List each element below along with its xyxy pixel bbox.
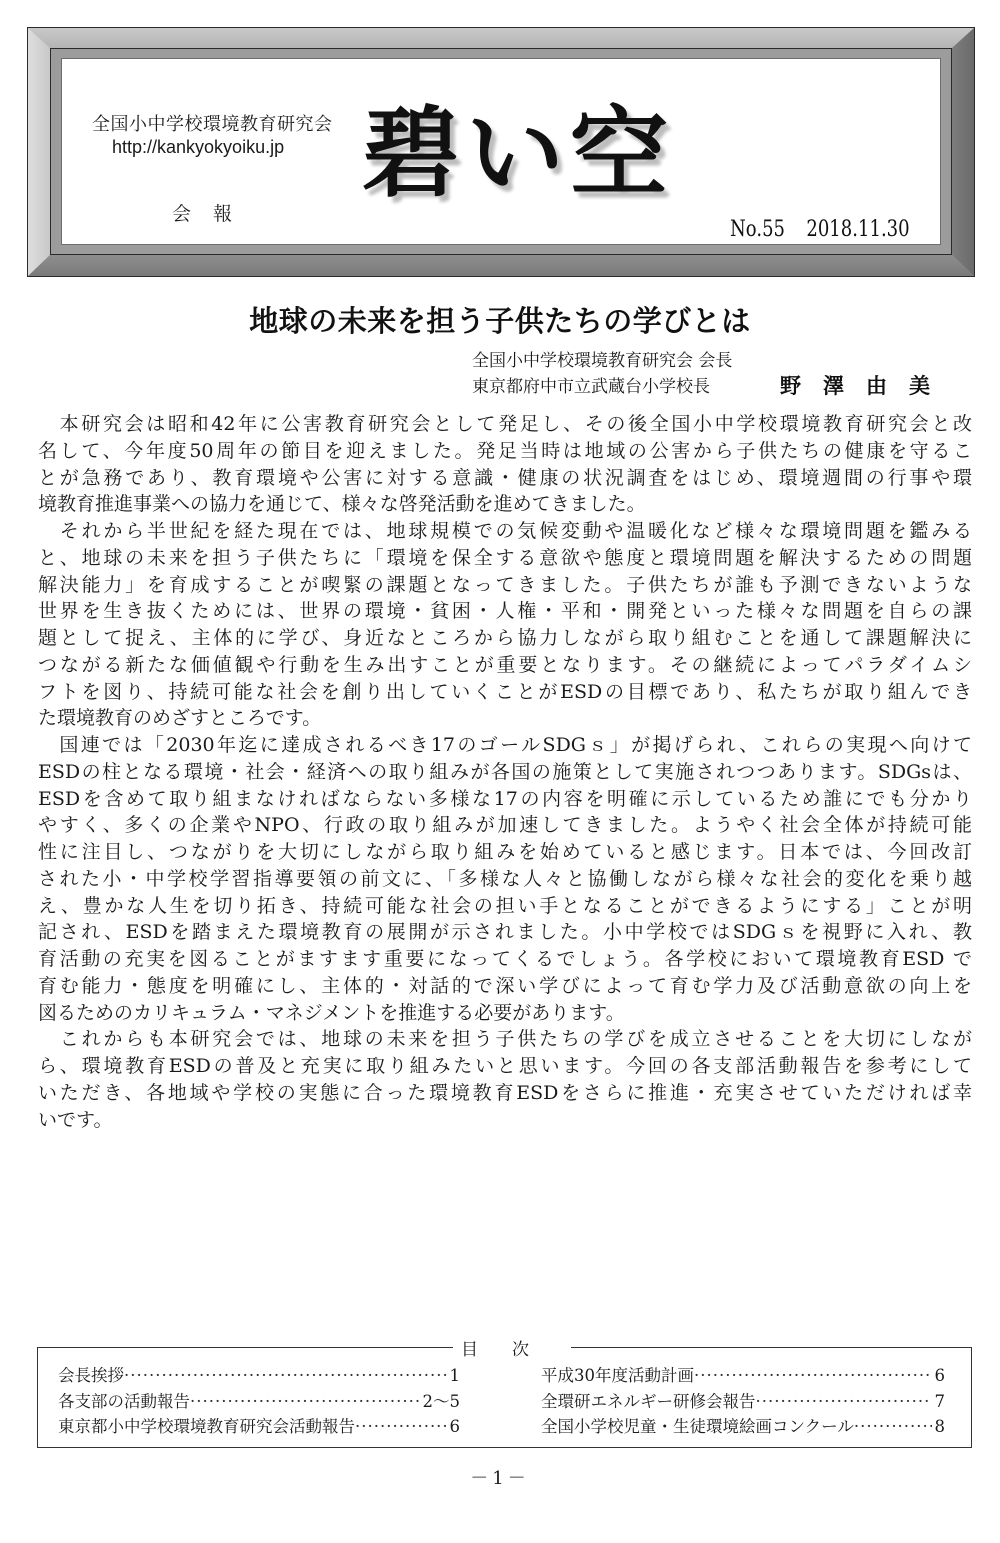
toc-item-page: 8 (934, 1417, 945, 1436)
body-line: それから半世紀を経た現在では、地球規模での気候変動や温暖化など様々な環境問題を鑑みる (38, 520, 972, 542)
toc-leader (190, 1392, 420, 1411)
table-of-contents (37, 1347, 972, 1448)
toc-item-title: 全環研エネルギー研修会報告 (541, 1391, 756, 1411)
organization-name: 全国小中学校環境教育研究会 (92, 114, 333, 135)
masthead-frame (27, 27, 975, 277)
body-line: ESDの柱となる環境・社会・経済への取り組みが各国の施策として実施されつつあります。SDGsは、 (38, 760, 972, 783)
issue-info (730, 217, 931, 242)
masthead-panel (61, 58, 941, 245)
toc-item[interactable] (541, 1413, 945, 1439)
body-line: 図るためのカリキュラム・マネジメントを推進する必要があります。 (38, 1001, 625, 1024)
body-line: た環境教育のめざすところです。 (38, 707, 322, 730)
toc-item-title: 各支部の活動報告 (58, 1391, 190, 1411)
toc-leader (355, 1417, 447, 1436)
toc-leader (124, 1366, 447, 1385)
body-line: 名して、今年度50周年の節目を迎えました。発足当時は地域の公害から子供たちの健康を守るこ (38, 439, 972, 462)
toc-item-page: 6 (449, 1417, 460, 1436)
body-line: え、豊かな人生を切り拓き、持続可能な社会の担い手となることができるようにする」ことが明 (38, 894, 972, 917)
toc-item-page: 1 (449, 1366, 460, 1385)
toc-column-right (541, 1362, 945, 1439)
body-line: 本研究会は昭和42年に公害教育研究会として発足し、その後全国小中学校環境教育研究会と改 (38, 413, 972, 435)
frame-bevel-top (28, 28, 974, 48)
body-line: と、地球の未来を担う子供たちに「環境を保全する意欲や態度と環境問題を解決するための問題 (38, 546, 972, 569)
body-line: 解決能力」を育成することが喫緊の課題となってきました。子供たちが誰も予測できないような (38, 573, 972, 596)
body-line: つながる新たな価値観や行動を生み出すことが重要となります。その継続によってパラダイムシ (38, 653, 972, 676)
body-line: いただき、各地域や学校の実態に合った環境教育ESDをさらに推進・充実させていただければ幸 (38, 1081, 972, 1104)
toc-leader (756, 1392, 932, 1411)
frame-inner-rim (50, 48, 952, 255)
article-headline: 地球の未来を担う子供たちの学びとは (249, 304, 751, 338)
toc-item-title: 平成30年度活動計画 (541, 1366, 694, 1385)
body-line: やすく、多くの企業やNPO、行政の取り組みが加速してきました。ようやく社会全体が持続可能 (38, 814, 972, 837)
body-line: 題として捉え、主体的に学び、身近なところから協力しながら取り組むことを通して課題解決に (38, 627, 972, 649)
issue-number: No.55 (730, 217, 786, 242)
body-line: 国連では「2030年迄に達成されるべき17のゴールSDGｓ」が掲げられ、これらの実現へ向けて (38, 734, 972, 756)
body-line: ESDを含めて取り組まなければならない多様な17の内容を明確に示しているため誰にでも分かり (38, 787, 972, 810)
body-line: 記され、ESDを踏まえた環境教育の展開が示されました。小中学校ではSDGｓを視野に入れ、教 (38, 921, 972, 944)
toc-leader (854, 1417, 932, 1436)
toc-item[interactable] (58, 1388, 460, 1414)
toc-item[interactable] (58, 1413, 460, 1439)
body-line: 境教育推進事業への協力を通じて、様々な啓発活動を進めてきました。 (38, 493, 646, 516)
body-line: 育活動の充実を図ることがますます重要になってくるでしょう。各学校において環境教育ESD で (38, 948, 972, 970)
body-line: とが急務であり、教育環境や公害に対する意識・健康の状況調査をはじめ、環境週間の行事や環 (38, 466, 972, 489)
issue-date: 2018.11.30 (806, 217, 910, 242)
toc-title-char: 次 (512, 1340, 563, 1360)
toc-item-title: 東京都小中学校環境教育研究会活動報告 (58, 1417, 355, 1436)
article-body (38, 411, 972, 1133)
body-line: 世界を生き抜くためには、世界の環境・貧困・人権・平和・開発といった様々な問題を自らの課 (38, 600, 972, 623)
author-name: 野澤由美 (780, 374, 952, 398)
toc-item-page: 6 (934, 1366, 945, 1385)
page-number: －1－ (470, 1468, 530, 1489)
toc-leader (694, 1366, 932, 1385)
toc-item[interactable] (541, 1362, 945, 1388)
newsletter-title: 碧い空 (362, 97, 675, 211)
toc-item[interactable] (58, 1362, 460, 1388)
body-line: ら、環境教育ESDの普及と充実に取り組みたいと思います。今回の各支部活動報告を参考にして (38, 1055, 972, 1077)
body-line: いです。 (38, 1108, 113, 1131)
toc-item-page: 7 (934, 1391, 945, 1411)
body-line: 性に注目し、つながりを大切にしながら取り組みを始めていると感じます。日本では、今回改訂 (38, 841, 972, 863)
body-line: 育む能力・態度を明確にし、主体的・対話的で深い学びによって育む学力及び活動意欲の向上を (38, 974, 972, 997)
author-affiliation-2: 東京都府中市立武蔵台小学校長 (472, 377, 710, 397)
organization-url[interactable]: http://kankyokyoiku.jp (112, 137, 285, 157)
frame-bevel-left (28, 28, 50, 276)
toc-title-char: 目 (461, 1340, 512, 1360)
frame-bevel-right (952, 28, 974, 276)
toc-title (453, 1335, 571, 1360)
toc-item-page: 2～5 (422, 1391, 460, 1411)
toc-item[interactable] (541, 1388, 945, 1414)
author-affiliation-1: 全国小中学校環境教育研究会 会長 (472, 351, 733, 371)
body-line: これからも本研究会では、地球の未来を担う子供たちの学びを成立させることを大切にしなが (38, 1028, 972, 1051)
publication-type: 会報 (172, 203, 255, 225)
body-line: された小・中学校学習指導要領の前文に、「多様な人々と協働しながら様々な社会的変化を乗り越 (38, 867, 972, 890)
body-line: フトを図り、持続可能な社会を創り出していくことがESDの目標であり、私たちが取り組んでき (38, 680, 972, 703)
toc-item-title: 会長挨拶 (58, 1366, 124, 1385)
frame-bevel-bottom (28, 255, 974, 276)
toc-item-title: 全国小学校児童・生徒環境絵画コンクール (541, 1417, 854, 1436)
toc-column-left (58, 1362, 460, 1439)
